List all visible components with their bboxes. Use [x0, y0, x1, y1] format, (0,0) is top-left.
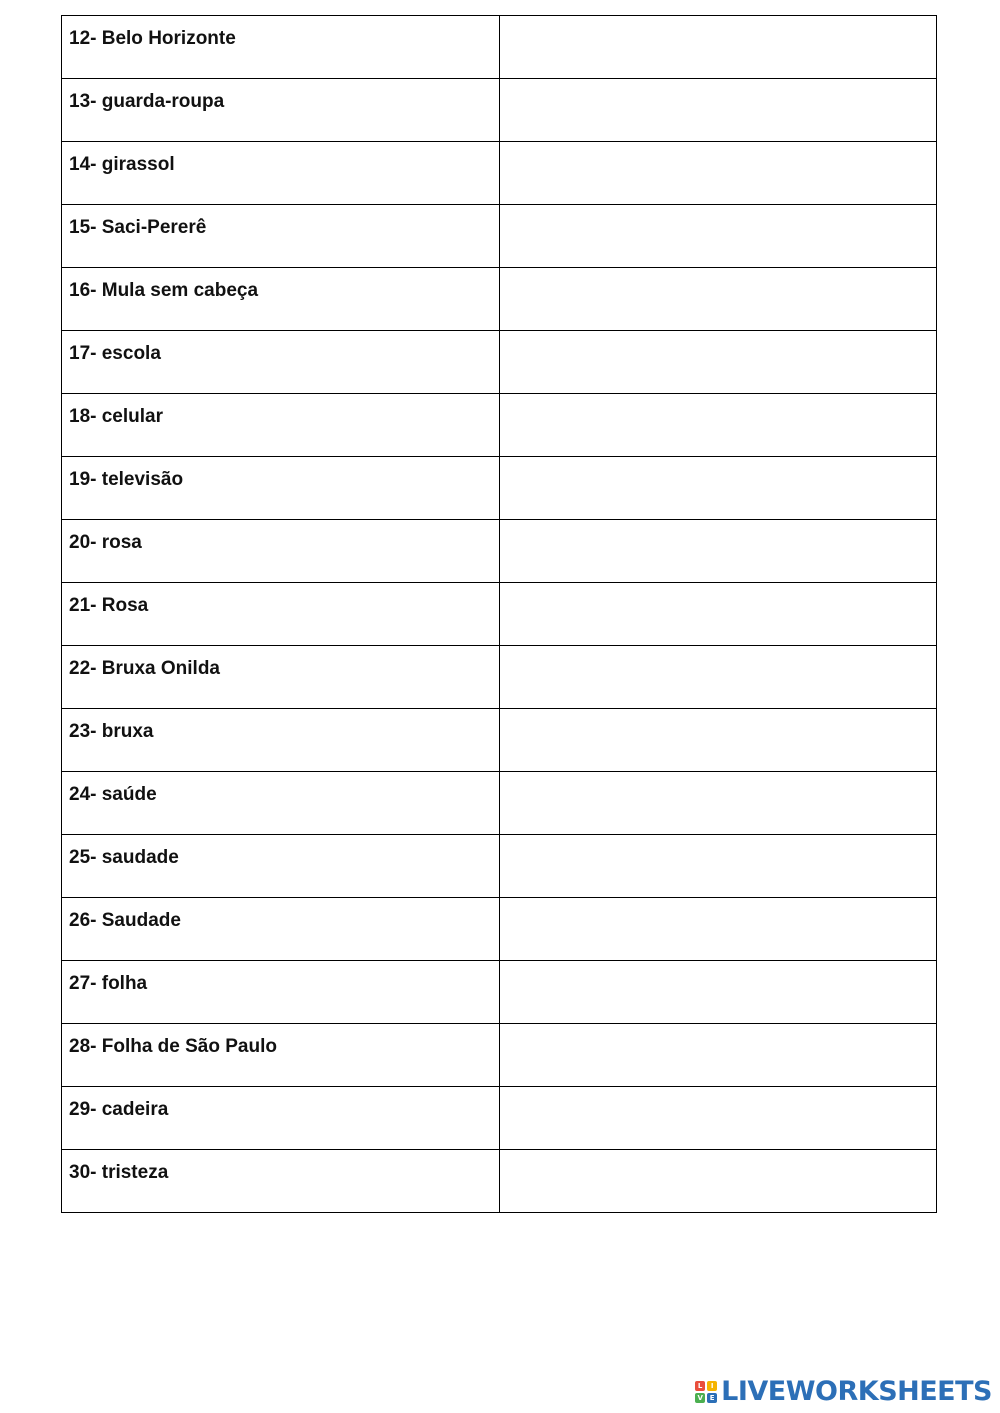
answer-cell — [500, 898, 937, 961]
table-row — [62, 205, 937, 268]
answer-input[interactable] — [500, 205, 936, 267]
word-label: 13- guarda-roupa — [69, 91, 225, 112]
word-cell — [62, 142, 500, 205]
word-label: 19- televisão — [69, 469, 184, 490]
word-cell — [62, 520, 500, 583]
word-label: 23- bruxa — [69, 721, 154, 742]
table-row — [62, 142, 937, 205]
answer-cell — [500, 16, 937, 79]
word-cell — [62, 1087, 500, 1150]
answer-input[interactable] — [500, 1087, 936, 1149]
answer-input[interactable] — [500, 961, 936, 1023]
word-label: 28- Folha de São Paulo — [69, 1036, 277, 1057]
logo-tile: V — [695, 1393, 705, 1403]
table-row — [62, 79, 937, 142]
liveworksheets-brand — [695, 1376, 992, 1407]
table-row — [62, 835, 937, 898]
word-cell — [62, 205, 500, 268]
word-cell — [62, 457, 500, 520]
word-cell — [62, 1150, 500, 1213]
answer-input[interactable] — [500, 835, 936, 897]
answer-input[interactable] — [500, 268, 936, 330]
word-label: 30- tristeza — [69, 1162, 169, 1183]
logo-tile: E — [707, 1393, 717, 1403]
word-cell — [62, 79, 500, 142]
word-label: 16- Mula sem cabeça — [69, 280, 259, 301]
answer-cell — [500, 646, 937, 709]
word-label: 27- folha — [69, 973, 148, 994]
answer-cell — [500, 772, 937, 835]
word-label: 21- Rosa — [69, 595, 149, 616]
table-row — [62, 898, 937, 961]
answer-input[interactable] — [500, 1150, 936, 1212]
word-cell — [62, 268, 500, 331]
table-row — [62, 772, 937, 835]
word-cell — [62, 646, 500, 709]
answer-cell — [500, 331, 937, 394]
brand-name: LIVEWORKSHEETS — [721, 1376, 992, 1407]
answer-cell — [500, 583, 937, 646]
answer-input[interactable] — [500, 1024, 936, 1086]
answer-cell — [500, 1024, 937, 1087]
table-row — [62, 961, 937, 1024]
answer-input[interactable] — [500, 457, 936, 519]
table-row — [62, 583, 937, 646]
word-label: 29- cadeira — [69, 1099, 169, 1120]
word-label: 18- celular — [69, 406, 163, 427]
answer-input[interactable] — [500, 79, 936, 141]
answer-cell — [500, 1087, 937, 1150]
answer-input[interactable] — [500, 898, 936, 960]
answer-cell — [500, 457, 937, 520]
answer-input[interactable] — [500, 583, 936, 645]
answer-cell — [500, 205, 937, 268]
table-row — [62, 1024, 937, 1087]
answer-input[interactable] — [500, 520, 936, 582]
liveworksheets-logo-icon — [695, 1381, 717, 1403]
answer-cell — [500, 1150, 937, 1213]
table-row — [62, 520, 937, 583]
answer-input[interactable] — [500, 646, 936, 708]
word-label: 26- Saudade — [69, 910, 181, 931]
word-cell — [62, 961, 500, 1024]
word-cell — [62, 16, 500, 79]
word-cell — [62, 583, 500, 646]
answer-cell — [500, 709, 937, 772]
word-label: 17- escola — [69, 343, 161, 364]
table-row — [62, 394, 937, 457]
word-label: 14- girassol — [69, 154, 175, 175]
answer-input[interactable] — [500, 142, 936, 204]
table-row — [62, 457, 937, 520]
answer-cell — [500, 394, 937, 457]
answer-input[interactable] — [500, 394, 936, 456]
table-row — [62, 646, 937, 709]
word-label: 12- Belo Horizonte — [69, 28, 236, 49]
word-cell — [62, 835, 500, 898]
table-row — [62, 268, 937, 331]
table-row — [62, 331, 937, 394]
answer-cell — [500, 142, 937, 205]
logo-tile: L — [695, 1381, 705, 1391]
word-cell — [62, 394, 500, 457]
answer-input[interactable] — [500, 709, 936, 771]
word-label: 24- saúde — [69, 784, 157, 805]
table-row — [62, 1150, 937, 1213]
word-cell — [62, 898, 500, 961]
answer-cell — [500, 520, 937, 583]
answer-cell — [500, 961, 937, 1024]
answer-input[interactable] — [500, 331, 936, 393]
word-label: 25- saudade — [69, 847, 179, 868]
table-row — [62, 1087, 937, 1150]
answer-input[interactable] — [500, 16, 936, 78]
word-label: 15- Saci-Pererê — [69, 217, 207, 238]
answer-cell — [500, 79, 937, 142]
word-cell — [62, 772, 500, 835]
table-row — [62, 709, 937, 772]
word-cell — [62, 331, 500, 394]
word-label: 22- Bruxa Onilda — [69, 658, 220, 679]
answer-input[interactable] — [500, 772, 936, 834]
word-cell — [62, 709, 500, 772]
answer-cell — [500, 835, 937, 898]
answer-cell — [500, 268, 937, 331]
worksheet-table — [61, 15, 937, 1213]
word-cell — [62, 1024, 500, 1087]
word-label: 20- rosa — [69, 532, 142, 553]
logo-tile: I — [707, 1381, 717, 1391]
table-row — [62, 16, 937, 79]
worksheet-table-body — [62, 16, 937, 1213]
